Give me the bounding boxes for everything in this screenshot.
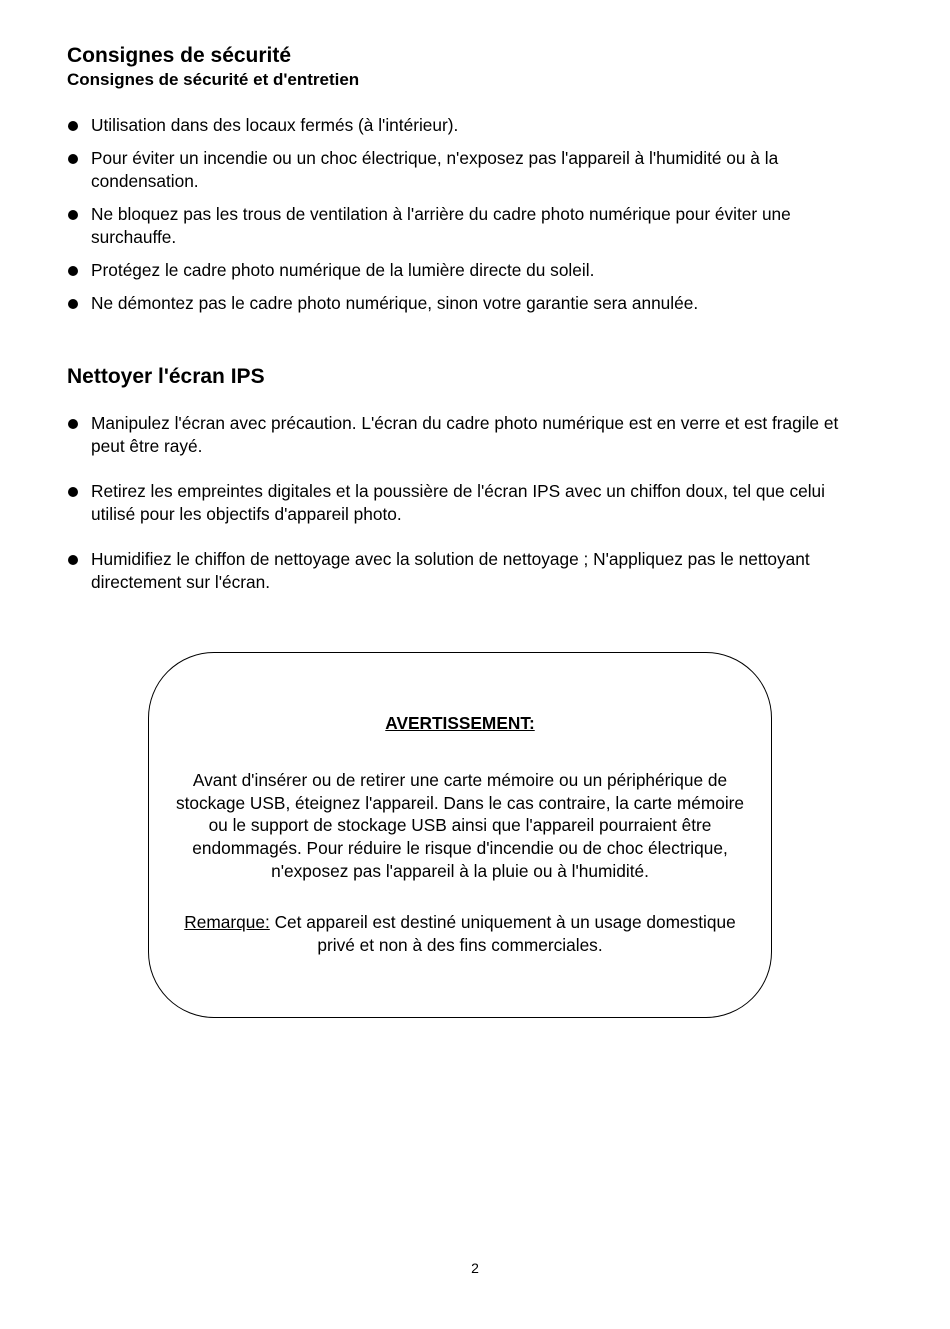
list-item	[67, 203, 867, 249]
list-item-text: Ne bloquez pas les trous de ventilation à l'arrière du cadre photo numérique pour éviter une surchauffe.	[91, 204, 791, 247]
list-item	[67, 412, 867, 458]
page-number: 2	[471, 1260, 479, 1276]
list-item-text: Retirez les empreintes digitales et la poussière de l'écran IPS avec un chiffon doux, tel que celui utilisé pour les objectifs d'appareil photo.	[91, 481, 826, 524]
list-item-text: Utilisation dans des locaux fermés (à l'intérieur).	[91, 115, 459, 135]
list-item-text: Pour éviter un incendie ou un choc électrique, n'exposez pas l'appareil à l'humidité ou à la condensation.	[91, 148, 779, 191]
list-item	[67, 292, 867, 315]
list-item-text: Protégez le cadre photo numérique de la lumière directe du soleil.	[91, 260, 595, 280]
bullet-icon	[68, 154, 78, 164]
list-item	[67, 147, 867, 193]
list-item-text: Ne démontez pas le cadre photo numérique, sinon votre garantie sera annulée.	[91, 293, 699, 313]
section-title-safety: Consignes de sécurité	[67, 44, 292, 67]
list-item	[67, 114, 867, 137]
safety-list	[67, 114, 867, 325]
list-item	[67, 259, 867, 282]
list-item-text: Humidifiez le chiffon de nettoyage avec la solution de nettoyage ; N'appliquez pas le nettoyant directement sur l'écran.	[91, 549, 810, 592]
bullet-icon	[68, 266, 78, 276]
list-item	[67, 480, 867, 526]
bullet-icon	[68, 299, 78, 309]
list-item	[67, 548, 867, 594]
bullet-icon	[68, 419, 78, 429]
list-item-text: Manipulez l'écran avec précaution. L'écran du cadre photo numérique est en verre et est fragile et peut être rayé.	[91, 413, 839, 456]
warning-title: AVERTISSEMENT:	[385, 713, 535, 733]
warning-body: Avant d'insérer ou de retirer une carte mémoire ou un périphérique de stockage USB, éteignez l'appareil. Dans le cas contraire, la carte mémoire ou le support de stockage USB ainsi que l'appareil pourraient être endommagés. Pour réduire le risque d'incendie ou de choc électrique, n'exposez pas l'appareil à la pluie ou à l'humidité.	[175, 770, 745, 881]
warning-box	[148, 652, 772, 1018]
bullet-icon	[68, 555, 78, 565]
bullet-icon	[68, 121, 78, 131]
warning-remark	[165, 911, 755, 956]
section-subtitle-safety: Consignes de sécurité et d'entretien	[67, 70, 360, 89]
remark-label: Remarque:	[184, 912, 270, 932]
bullet-icon	[68, 487, 78, 497]
section-title-cleaning: Nettoyer l'écran IPS	[67, 365, 265, 388]
bullet-icon	[68, 210, 78, 220]
remark-text: Cet appareil est destiné uniquement à un usage domestique privé et non à des fins commerciales.	[269, 912, 736, 955]
cleaning-list	[67, 412, 867, 616]
